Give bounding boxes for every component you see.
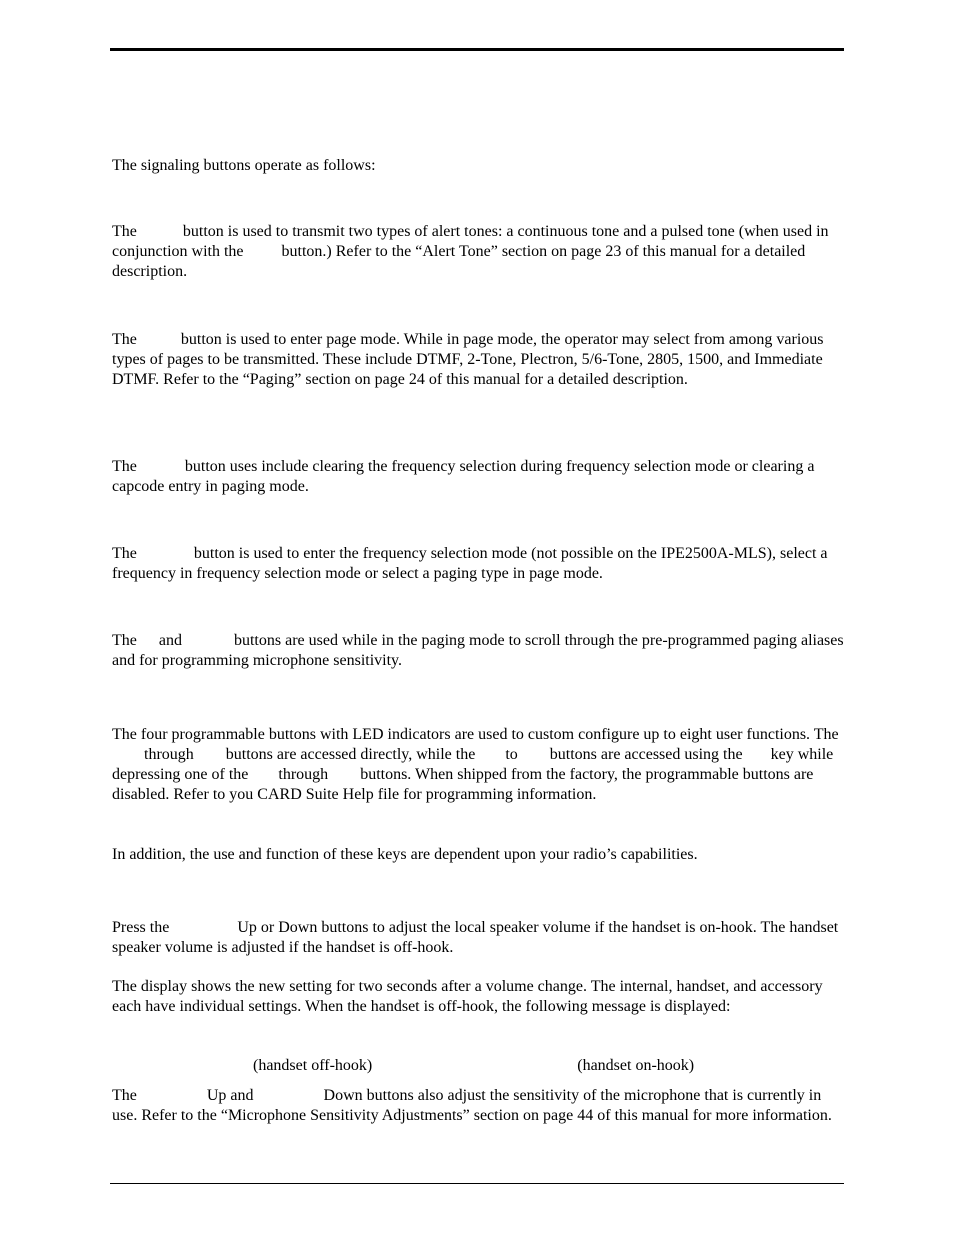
intro-text: The signaling buttons operate as follows: [112,157,376,174]
select-text-a: The [112,545,137,562]
page-paragraph [112,330,844,390]
mic-text-a: The [112,1087,137,1104]
page-text-b: button is used to enter page mode. While in page mode, the operator may select from among various types of pages to be transmitted. These include DTMF, 2-Tone, Plectron, 5/6-Tone, 2805, 1500, and Immediate DTMF. Refer to the “Paging” section on page 24 of this manual for a detailed description. [112,331,824,388]
clear-text-b: button uses include clearing the frequency selection during frequency selection mode or clearing a capcode entry in paging mode. [112,458,815,495]
prog-text-d: to [505,746,518,763]
volume-paragraph [112,918,844,958]
volume-text-a: Press the [112,919,170,936]
prog-text-f: key while depressing one of the [112,746,834,783]
handset-on-label: (handset on-hook) [577,1057,695,1074]
select-paragraph [112,544,844,584]
clear-paragraph [112,457,844,497]
scroll-text-c: buttons are used while in the paging mode to scroll through the pre-programmed paging aliases and for programming microphone sensitivity. [112,632,844,669]
alert-text-a: The [112,223,137,240]
alert-text-b: button is used to transmit two types of alert tones: a continuous tone and a pulsed tone (when used in conjunction with the [112,223,829,260]
programmable-paragraph [112,725,844,805]
mic-paragraph [112,1086,844,1126]
scroll-text-a: The [112,632,137,649]
scroll-text-b: and [158,632,182,649]
volume-text-b: Up or Down buttons to adjust the local speaker volume if the handset is on-hook. The handset speaker volume is adjusted if the handset is off-hook. [112,919,839,956]
mic-text-c: Down buttons also adjust the sensitivity of the microphone that is currently in use. Refer to the “Microphone Sensitivity Adjustments” section on page 44 of this manual for more information. [112,1087,832,1124]
display-paragraph [112,977,844,1017]
page-text-a: The [112,331,137,348]
prog-text-g: through [278,766,329,783]
clear-text-a: The [112,458,137,475]
handset-line [112,1056,844,1076]
select-text-b: button is used to enter the frequency selection mode (not possible on the IPE2500A-MLS), select a frequency in frequency selection mode or select a paging type in page mode. [112,545,828,582]
prog-text-h: buttons. When shipped from the factory, the programmable buttons are disabled. Refer to you CARD Suite Help file for programming information. [112,766,814,803]
display-text: The display shows the new setting for two seconds after a volume change. The internal, handset, and accessory each have individual settings. When the handset is off-hook, the following message is displayed: [112,978,823,1015]
intro-paragraph [112,156,844,176]
footer-rule [110,1183,844,1184]
alert-text-c: button.) Refer to the “Alert Tone” section on page 23 of this manual for a detailed description. [112,243,806,280]
prog-text-a: The four programmable buttons with LED indicators are used to custom configure up to eight user functions. The [112,726,839,743]
prog-text-e: buttons are accessed using the [549,746,743,763]
alert-paragraph [112,222,844,282]
prog-text-c: buttons are accessed directly, while the [225,746,476,763]
addition-paragraph [112,845,844,865]
header-rule [110,48,844,51]
prog-text-b: through [144,746,194,763]
scroll-paragraph [112,631,844,671]
handset-off-label: (handset off-hook) [253,1057,373,1074]
mic-text-b: Up and [206,1087,254,1104]
addition-text: In addition, the use and function of these keys are dependent upon your radio’s capabilities. [112,846,698,863]
